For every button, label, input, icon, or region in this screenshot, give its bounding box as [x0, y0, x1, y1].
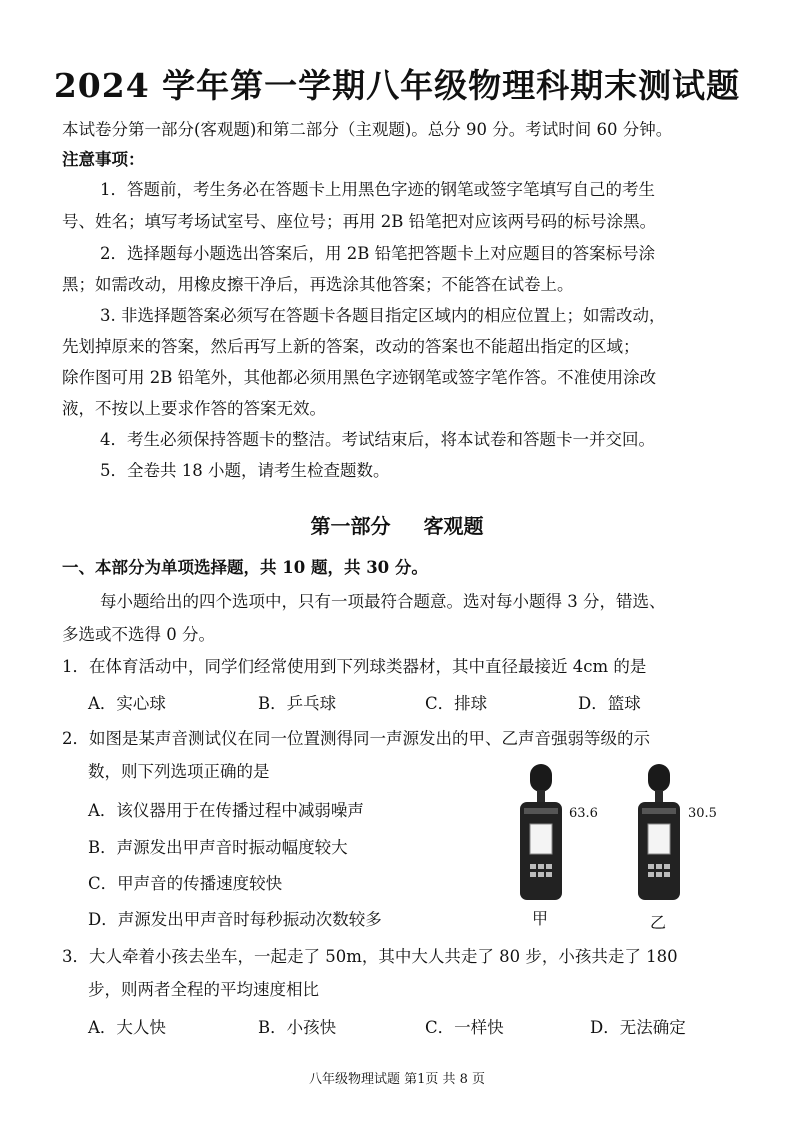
note-line: 1．答题前，考生务必在答题卡上用黑色字迹的钢笔或签字笔填写自己的考生 — [100, 180, 655, 199]
sound-meter-yi — [636, 762, 682, 902]
meter-reading-jia: 63.6 — [569, 806, 598, 821]
part-desc-line: 每小题给出的四个选项中，只有一项最符合题意。选对每小题得 3 分，错选、 — [100, 592, 666, 611]
note-line: 3. 非选择题答案必须写在答题卡各题目指定区域内的相应位置上；如需改动， — [100, 306, 666, 325]
q1-option-a: A．实心球 — [88, 694, 166, 713]
q2-option-a: A．该仪器用于在传播过程中减弱噪声 — [88, 801, 364, 820]
question-3-stem: 3．大人牵着小孩去坐车，一起走了 50m，其中大人共走了 80 步，小孩共走了 180 — [62, 947, 678, 966]
q1-option-b: B．乒乓球 — [258, 694, 337, 713]
page-title: 2024 学年第一学期八年级物理科期末测试题 — [53, 66, 741, 105]
q3-option-b: B．小孩快 — [258, 1018, 337, 1037]
q1-option-c: C．排球 — [425, 694, 488, 713]
note-line: 先划掉原来的答案，然后再写上新的答案，改动的答案也不能超出指定的区域； — [62, 337, 640, 356]
note-line: 液，不按以上要求作答的答案无效。 — [62, 399, 326, 418]
note-line: 号、姓名；填写考场试室号、座位号；再用 2B 铅笔把对应该两号码的标号涂黑。 — [62, 212, 657, 231]
intro-text: 本试卷分第一部分(客观题)和第二部分（主观题)。总分 90 分。考试时间 60 分钟。 — [62, 120, 673, 139]
note-line: 除作图可用 2B 铅笔外，其他都必须用黑色字迹钢笔或签字笔作答。不准使用涂改 — [62, 368, 657, 387]
part-heading: 一、本部分为单项选择题，共 10 题，共 30 分。 — [62, 558, 428, 577]
meter-name-yi: 乙 — [650, 913, 667, 932]
meter-reading-yi: 30.5 — [688, 806, 717, 821]
question-2-stem: 2．如图是某声音测试仪在同一位置测得同一声源发出的甲、乙声音强弱等级的示 — [62, 729, 650, 748]
q3-option-d: D．无法确定 — [590, 1018, 686, 1037]
q1-option-d: D．篮球 — [578, 694, 641, 713]
sound-meter-jia — [518, 762, 564, 902]
q2-option-d: D．声源发出甲声音时每秒振动次数较多 — [88, 910, 382, 929]
part-desc-line: 多选或不选得 0 分。 — [62, 625, 215, 644]
section-title: 第一部分 客观题 — [310, 514, 484, 538]
question-2-stem: 数，则下列选项正确的是 — [88, 762, 270, 781]
q2-option-c: C．甲声音的传播速度较快 — [88, 874, 283, 893]
page-footer: 八年级物理试题 第1页 共 8 页 — [308, 1072, 486, 1087]
note-line: 5．全卷共 18 小题，请考生检查题数。 — [100, 461, 390, 480]
note-line: 4．考生必须保持答题卡的整洁。考试结束后，将本试卷和答题卡一并交回。 — [100, 430, 655, 449]
note-line: 2．选择题每小题选出答案后，用 2B 铅笔把答题卡上对应题目的答案标号涂 — [100, 244, 656, 263]
notes-heading: 注意事项： — [62, 150, 145, 169]
meter-name-jia: 甲 — [532, 909, 549, 928]
q3-option-a: A．大人快 — [88, 1018, 166, 1037]
note-line: 黑；如需改动，用橡皮擦干净后，再选涂其他答案；不能答在试卷上。 — [62, 275, 574, 294]
q2-option-b: B．声源发出甲声音时振动幅度较大 — [88, 838, 348, 857]
question-1-stem: 1．在体育活动中，同学们经常使用到下列球类器材，其中直径最接近 4cm 的是 — [62, 657, 647, 676]
question-3-stem: 步，则两者全程的平均速度相比 — [88, 980, 319, 999]
q3-option-c: C．一样快 — [425, 1018, 504, 1037]
